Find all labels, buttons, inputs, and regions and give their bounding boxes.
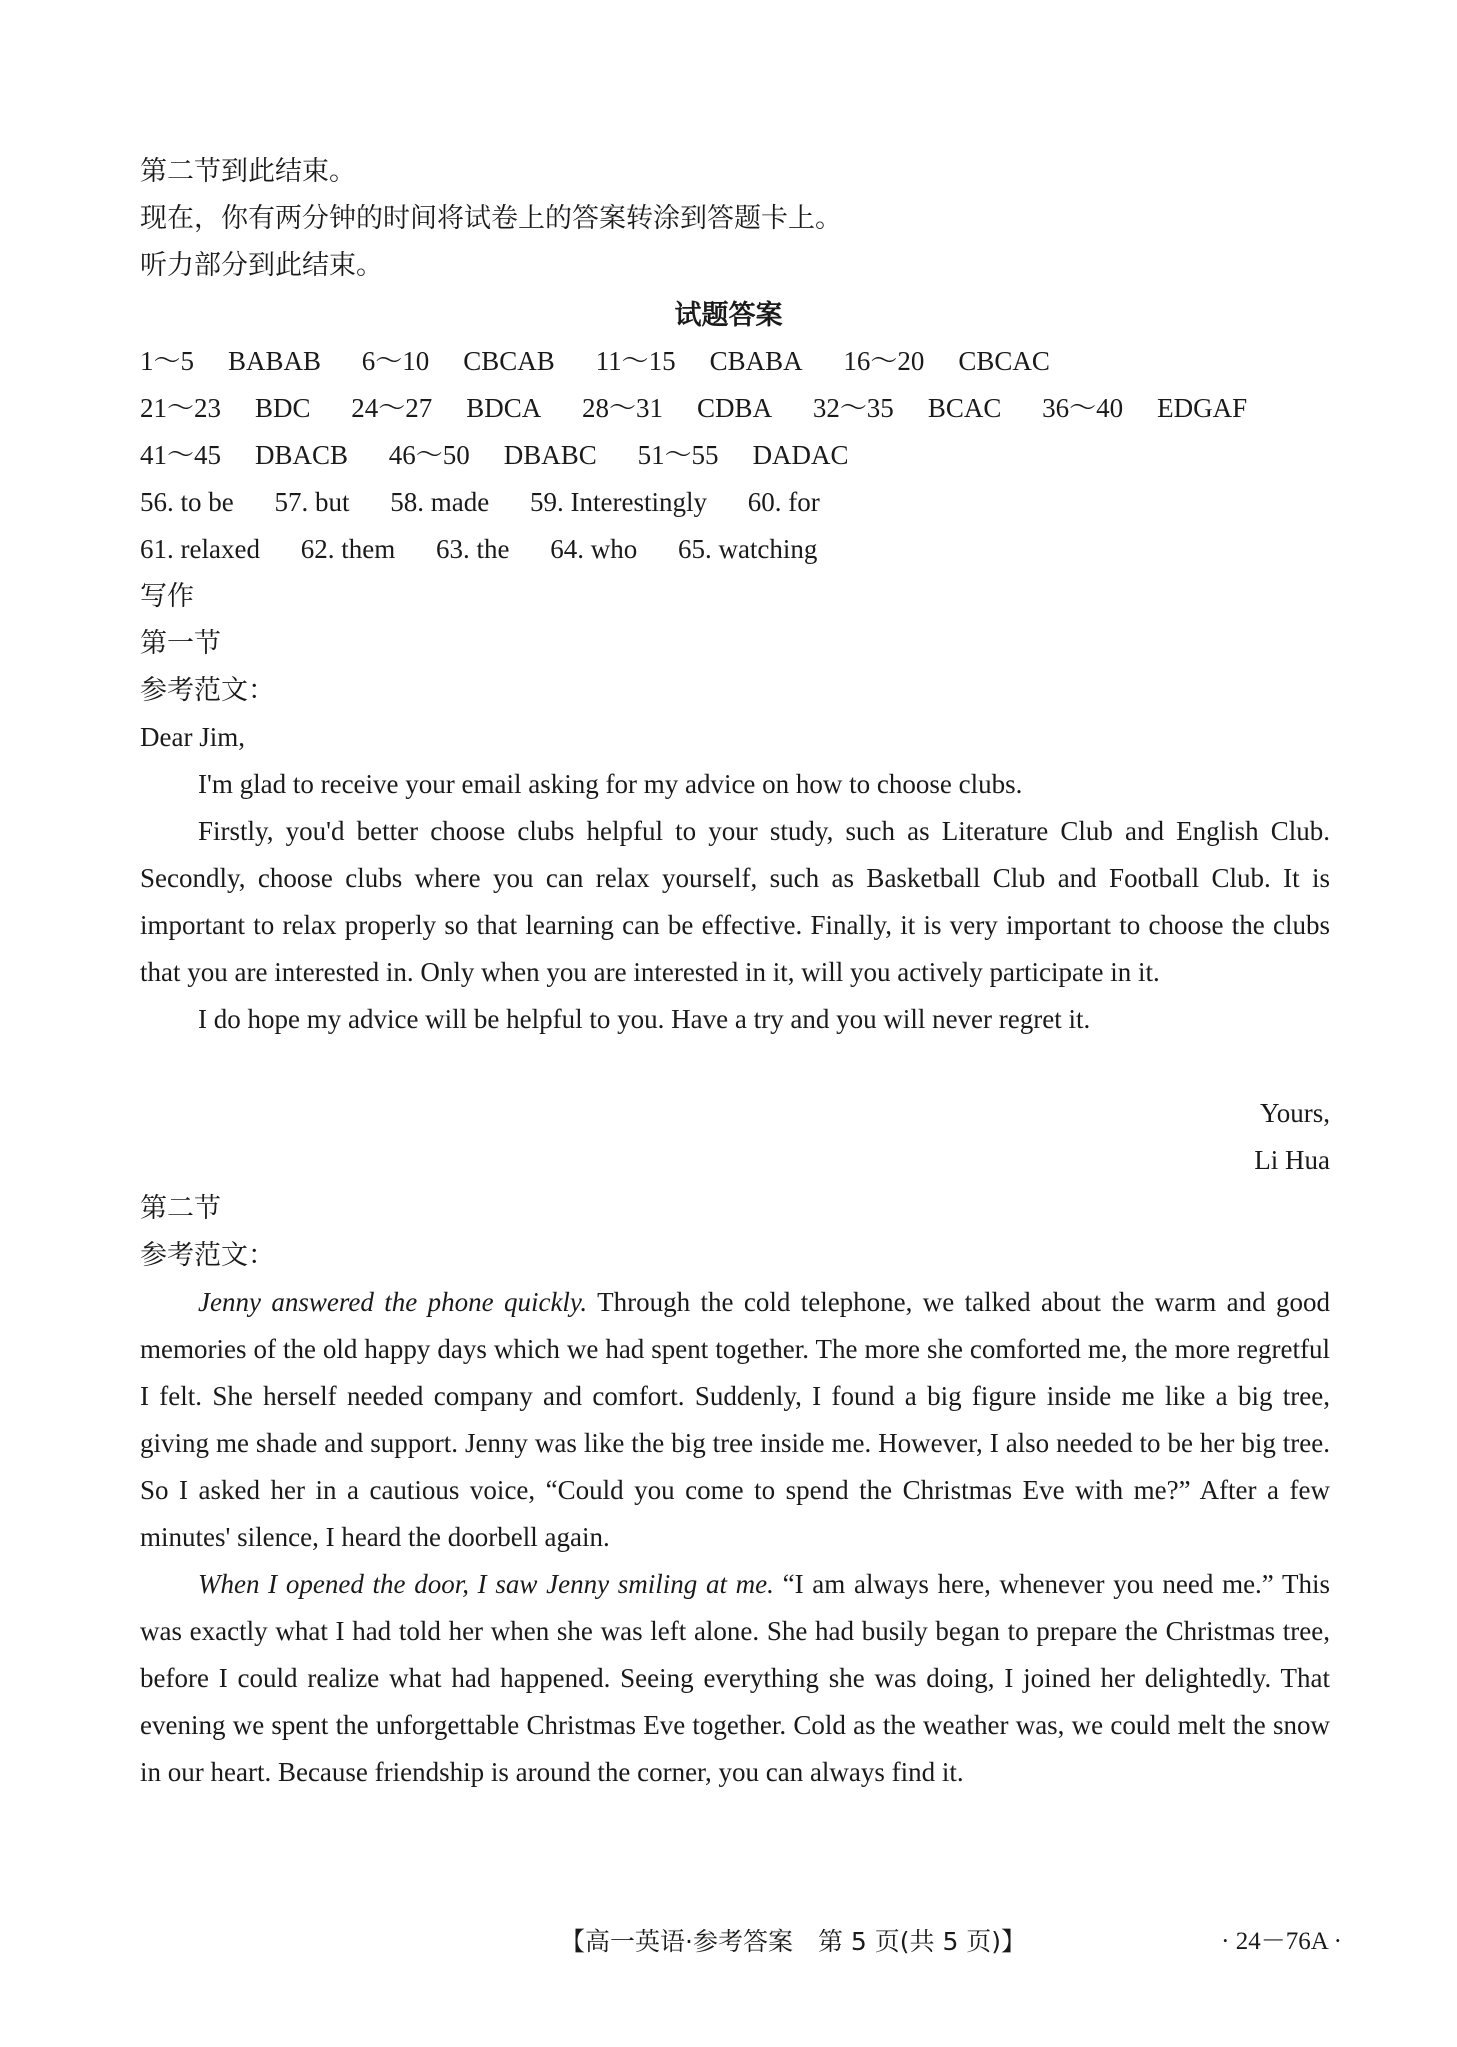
answer-letters: BABAB bbox=[228, 346, 322, 376]
story-paragraph-1-lead: Jenny answered the phone quickly. bbox=[198, 1287, 588, 1317]
answer-range: 36～40 bbox=[1042, 393, 1124, 423]
answers-title: 试题答案 bbox=[674, 300, 783, 331]
letter-paragraph-1: I'm glad to receive your email asking for my advice on how to choose clubs. bbox=[198, 769, 1023, 799]
letter-salutation: Dear Jim, bbox=[140, 722, 245, 752]
answer-letters: BDCA bbox=[466, 393, 542, 423]
answer-letters: CBABA bbox=[709, 346, 803, 376]
fill-answer: 59. Interestingly bbox=[530, 487, 707, 517]
answer-row-1 bbox=[140, 338, 1330, 385]
story-paragraph-1-text: Through the cold telephone, we talked about the warm and good memories of the old happy days which we had spent together. The more she comforted me, the more regretful I felt. She herself needed company and comfort. Suddenly, I found a big figure inside me like a big tree, giving me shade and support. Jenny was like the big tree inside me. However, I also needed to be her big tree. So I asked her in a cautious voice, “Could you come to spend the Christmas Eve with me?” After a few minutes' silence, I heard the doorbell again. bbox=[140, 1287, 1331, 1552]
answer-range: 28～31 bbox=[582, 393, 664, 423]
answer-letters: DADAC bbox=[752, 440, 849, 470]
answer-range: 41～45 bbox=[140, 440, 221, 470]
answer-range: 32～35 bbox=[812, 393, 894, 423]
fill-answer: 57. but bbox=[274, 487, 350, 517]
fill-answer: 58. made bbox=[390, 487, 490, 517]
fill-row-2 bbox=[140, 526, 1330, 573]
answer-range: 6～10 bbox=[361, 346, 430, 376]
answer-row-2 bbox=[140, 385, 1330, 432]
section1-title: 第一节 bbox=[140, 628, 221, 659]
answer-letters: CDBA bbox=[697, 393, 773, 423]
fill-answer: 65. watching bbox=[677, 534, 818, 564]
answer-letters: DBACB bbox=[255, 440, 349, 470]
answer-range: 46～50 bbox=[388, 440, 470, 470]
fill-answer: 56. to be bbox=[140, 487, 234, 517]
listening-end-line-3: 听力部分到此结束。 bbox=[140, 250, 383, 281]
footer-page-info: 【高一英语·参考答案 第 5 页(共 5 页)】 bbox=[560, 1927, 1027, 1956]
section1-label: 参考范文： bbox=[140, 675, 275, 706]
answer-range: 51～55 bbox=[637, 440, 719, 470]
letter-paragraph-3: I do hope my advice will be helpful to you. Have a try and you will never regret it. bbox=[198, 1004, 1091, 1034]
letter-closing: Yours, bbox=[1259, 1098, 1330, 1128]
page-footer bbox=[0, 1920, 1457, 1964]
section2-title: 第二节 bbox=[140, 1193, 221, 1224]
answer-letters: CBCAC bbox=[958, 346, 1050, 376]
letter-signature: Li Hua bbox=[1254, 1145, 1330, 1175]
answer-range: 11～15 bbox=[595, 346, 676, 376]
answer-letters: BCAC bbox=[927, 393, 1002, 423]
story-paragraph-2-text: “I am always here, whenever you need me.” This was exactly what I had told her when she was left alone. She had busily began to prepare the Christmas tree, before I could realize what had happened. Seeing everything she was doing, I joined her delightedly. That evening we spent the unforgettable Christmas Eve together. Cold as the weather was, we could melt the snow in our heart. Because friendship is around the corner, you can always find it. bbox=[140, 1569, 1330, 1787]
section2-label: 参考范文： bbox=[140, 1240, 275, 1271]
answer-range: 1～5 bbox=[140, 346, 194, 376]
letter-body bbox=[140, 761, 1330, 1043]
answer-letters: BDC bbox=[255, 393, 311, 423]
answer-letters: CBCAB bbox=[463, 346, 555, 376]
answer-range: 16～20 bbox=[843, 346, 925, 376]
footer-code: · 24－76A · bbox=[1221, 1928, 1342, 1955]
letter-paragraph-2: Firstly, you'd better choose clubs helpful to your study, such as Literature Club and English Club. Secondly, choose clubs where you can relax yourself, such as Basketball Club and Football Club. It is important to relax properly so that learning can be effective. Finally, it is very important to choose the clubs that you are interested in. Only when you are interested in it, will you actively participate in it. bbox=[140, 816, 1330, 987]
story-body bbox=[140, 1279, 1330, 1796]
answer-range: 24～27 bbox=[351, 393, 433, 423]
writing-title: 写作 bbox=[140, 581, 194, 612]
fill-answer: 64. who bbox=[550, 534, 638, 564]
listening-end-line-2: 现在，你有两分钟的时间将试卷上的答案转涂到答题卡上。 bbox=[140, 203, 842, 234]
fill-answer: 61. relaxed bbox=[140, 534, 260, 564]
fill-answer: 63. the bbox=[435, 534, 510, 564]
answer-row-3 bbox=[140, 432, 1330, 479]
story-paragraph-1 bbox=[140, 1279, 1330, 1561]
fill-row-1 bbox=[140, 479, 1330, 526]
answer-range: 21～23 bbox=[140, 393, 221, 423]
story-paragraph-2 bbox=[140, 1561, 1330, 1796]
listening-end-line-1: 第二节到此结束。 bbox=[140, 156, 356, 187]
fill-answer: 60. for bbox=[747, 487, 820, 517]
fill-answer: 62. them bbox=[300, 534, 396, 564]
answer-letters: EDGAF bbox=[1157, 393, 1248, 423]
story-paragraph-2-lead: When I opened the door, I saw Jenny smiling at me. bbox=[198, 1569, 774, 1599]
answer-letters: DBABC bbox=[503, 440, 597, 470]
